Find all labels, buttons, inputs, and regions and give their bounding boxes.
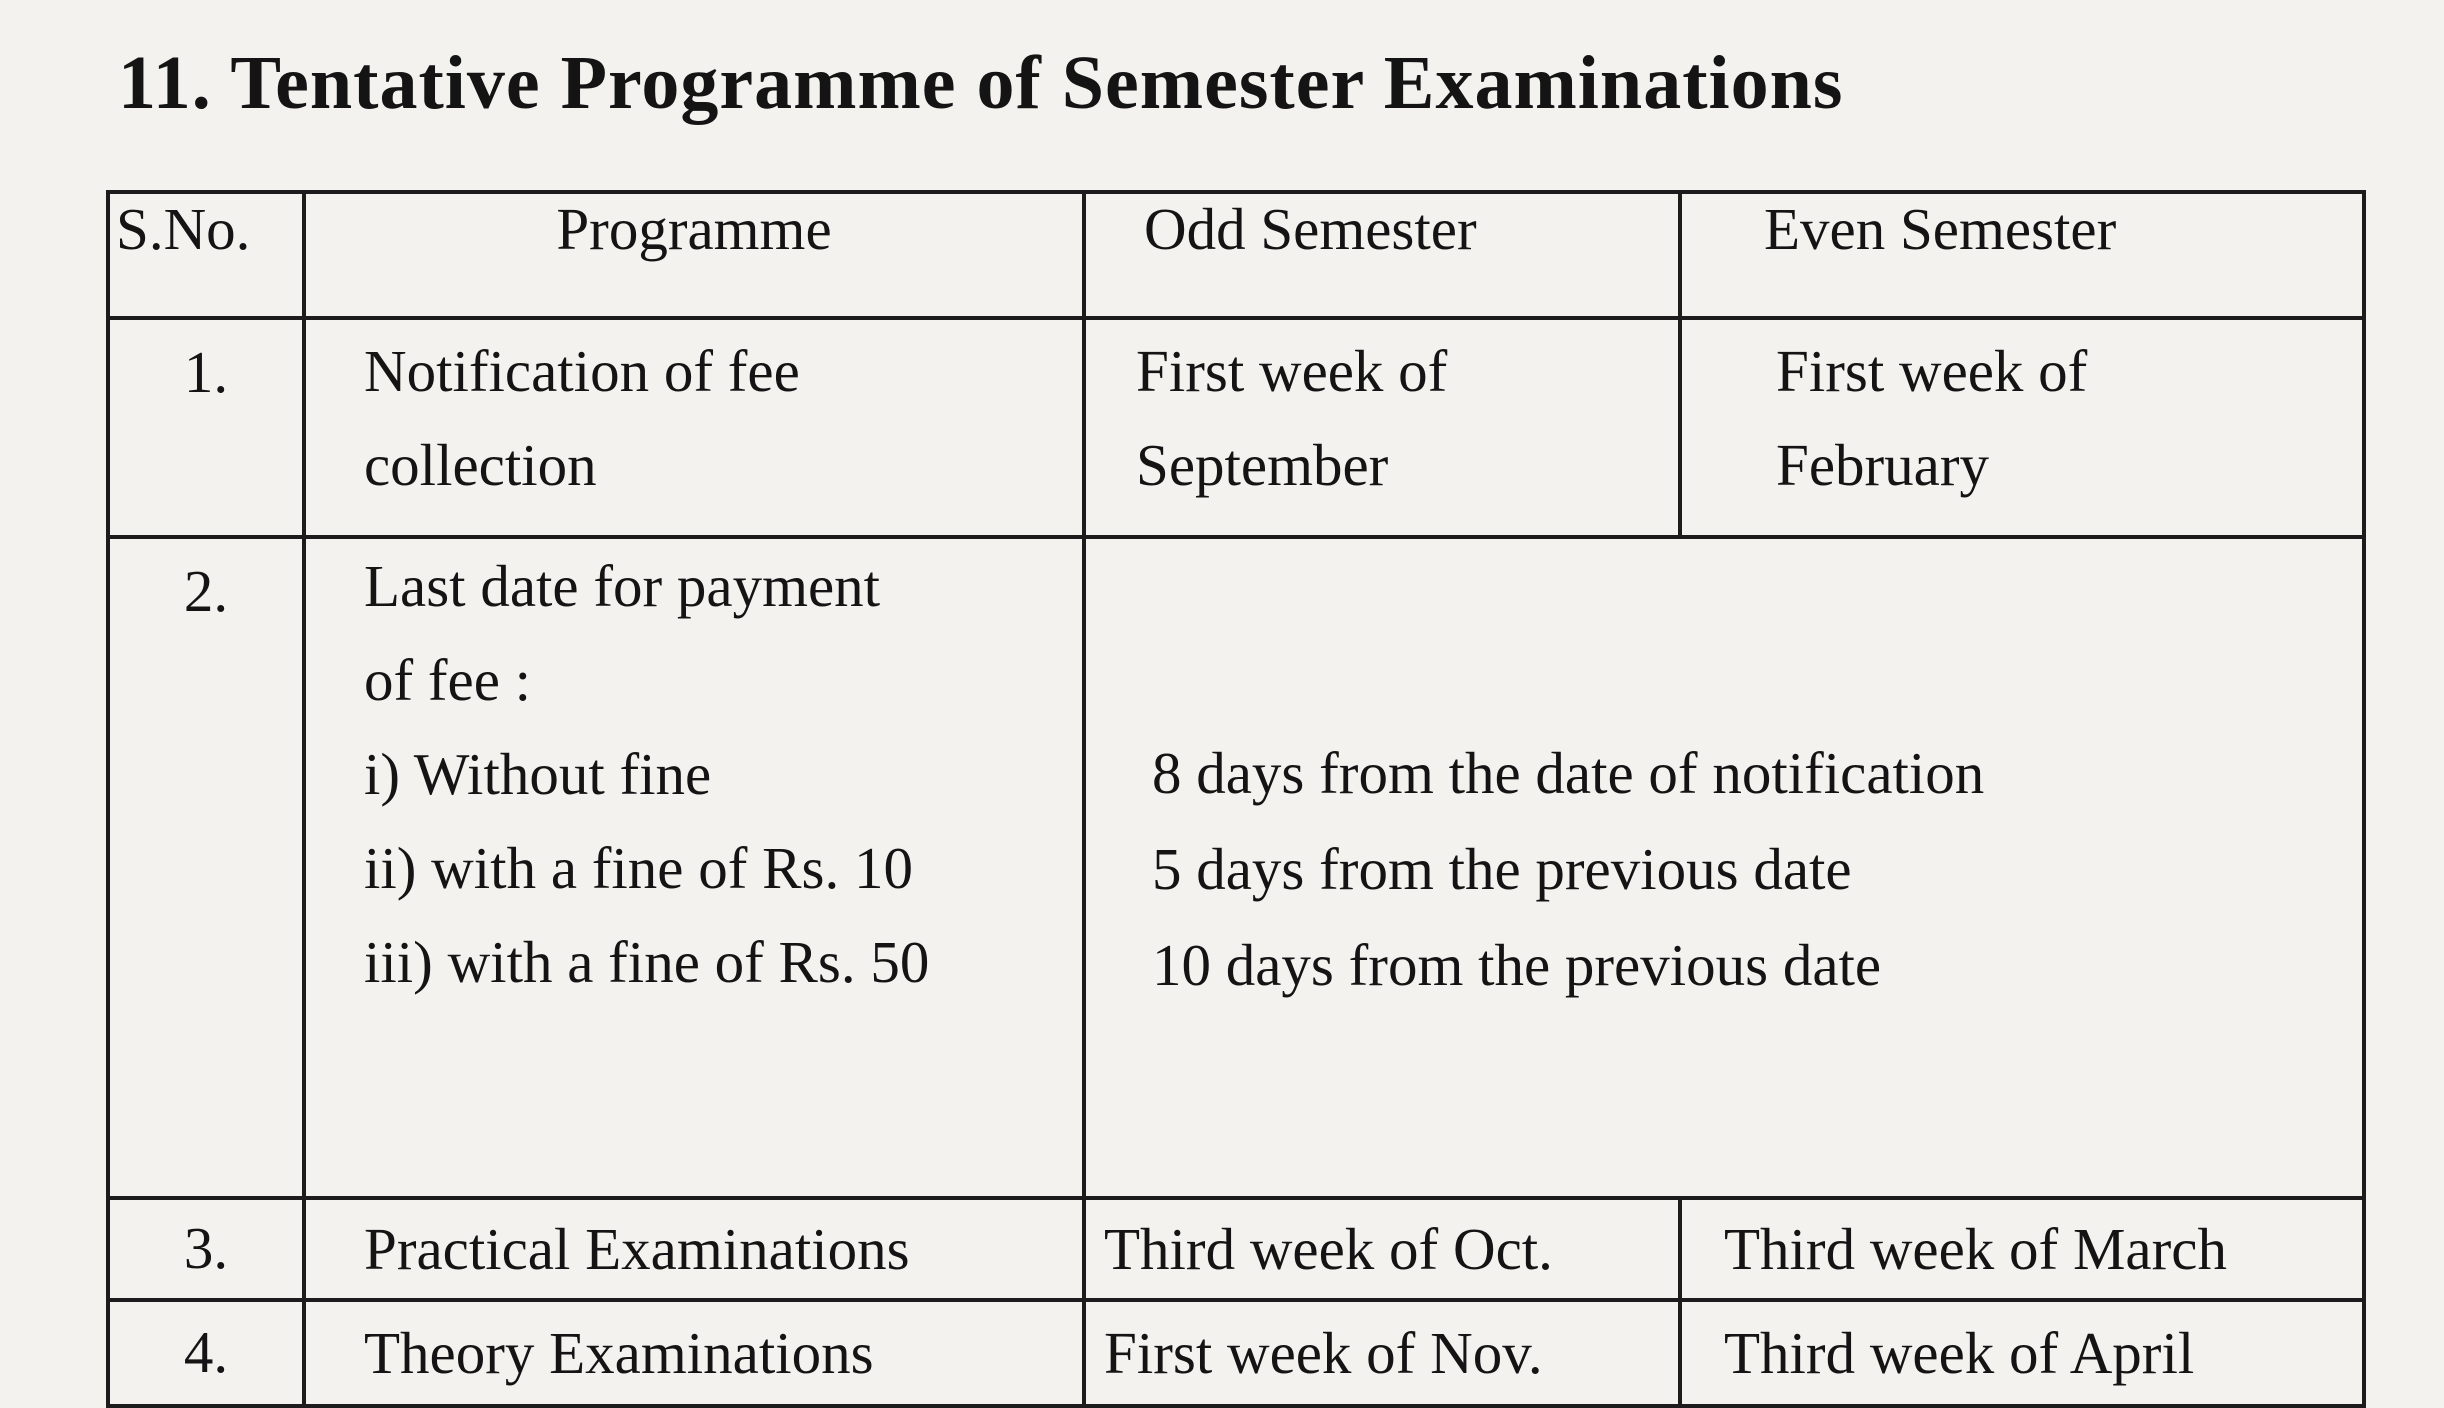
programme-line: ii) with a fine of Rs. 10 [364, 835, 913, 901]
header-odd-semester: Odd Semester [1084, 192, 1680, 318]
table-row [108, 1300, 2364, 1406]
odd-line: First week of [1136, 338, 1448, 404]
programme-line: Last date for payment [364, 553, 881, 619]
header-even-semester: Even Semester [1680, 192, 2364, 318]
even-line: First week of [1776, 338, 2088, 404]
row-odd-semester: Third week of Oct. [1084, 1198, 1680, 1300]
row-odd-semester [1084, 318, 1680, 537]
row-programme [304, 318, 1084, 537]
row-even-semester: Third week of April [1680, 1300, 2364, 1406]
row-programme: Theory Examinations [304, 1300, 1084, 1406]
table-row [108, 318, 2364, 537]
row-both-semesters [1084, 537, 2364, 1198]
even-line: February [1776, 432, 1989, 498]
row-sno: 3. [108, 1198, 304, 1300]
both-line: 10 days from the previous date [1152, 932, 1882, 998]
row-programme: Practical Examinations [304, 1198, 1084, 1300]
programme-line: of fee : [364, 647, 532, 713]
table-row [108, 1198, 2364, 1300]
row-sno: 1. [108, 318, 304, 537]
programme-line: collection [364, 432, 597, 498]
row-sno: 2. [108, 537, 304, 1198]
odd-line: September [1136, 432, 1389, 498]
exam-programme-table [106, 190, 2366, 1408]
row-even-semester [1680, 318, 2364, 537]
row-sno: 4. [108, 1300, 304, 1406]
table-row [108, 537, 2364, 1198]
programme-line: i) Without fine [364, 741, 712, 807]
programme-line: iii) with a fine of Rs. 50 [364, 929, 930, 995]
programme-line: Notification of fee [364, 338, 800, 404]
row-even-semester: Third week of March [1680, 1198, 2364, 1300]
section-title: 11. Tentative Programme of Semester Examinations [118, 41, 1844, 125]
header-programme: Programme [304, 192, 1084, 318]
row-programme [304, 537, 1084, 1198]
both-line: 8 days from the date of notification [1152, 740, 1985, 806]
header-sno: S.No. [108, 192, 304, 318]
row-odd-semester: First week of Nov. [1084, 1300, 1680, 1406]
both-line: 5 days from the previous date [1152, 836, 1852, 902]
table-header-row [108, 192, 2364, 318]
